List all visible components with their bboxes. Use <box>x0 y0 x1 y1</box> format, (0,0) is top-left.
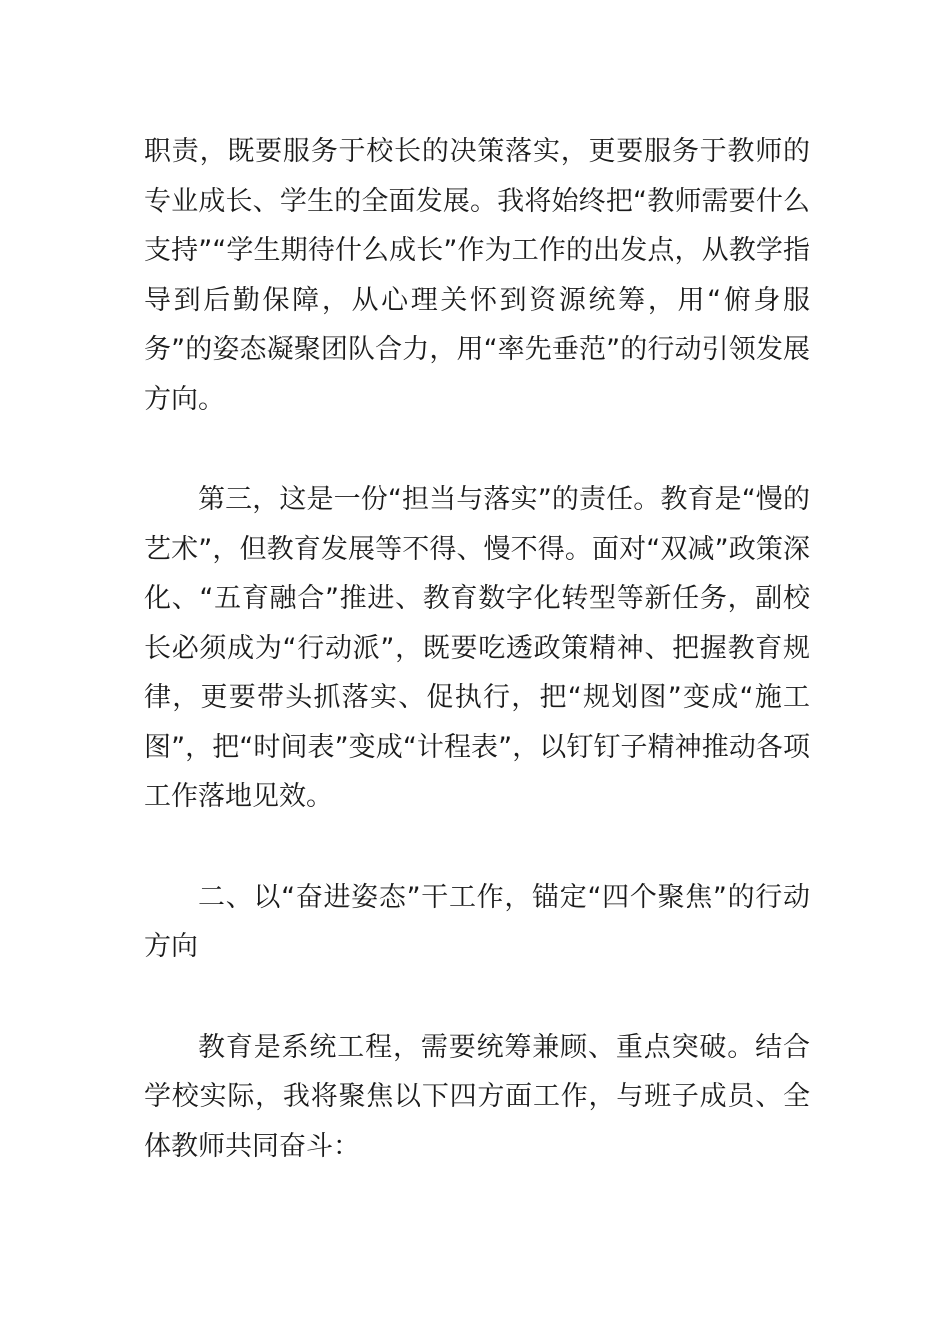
paragraph-third-responsibility: 第三，这是一份“担当与落实”的责任。教育是“慢的艺术”，但教育发展等不得、慢不得。面对“双减”政策深化、“五育融合”推进、教育数字化转型等新任务，副校长必须成为“行动派”，既要吃透政策精神、把握教育规律，更要带头抓落实、促执行，把“规划图”变成“施工图”，把“时间表”变成“计程表”，以钉钉子精神推动各项工作落地见效。 <box>144 484 810 812</box>
section-heading: 二、以“奋进姿态”干工作，锚定“四个聚焦”的行动方向 <box>144 881 810 962</box>
paragraph-intro: 教育是系统工程，需要统筹兼顾、重点突破。结合学校实际，我将聚焦以下四方面工作，与班子成员、全体教师共同奋斗： <box>144 1031 810 1162</box>
document-body <box>144 127 810 1171</box>
paragraph-continuation: 职责，既要服务于校长的决策落实，更要服务于教师的专业成长、学生的全面发展。我将始终把“教师需要什么支持”“学生期待什么成长”作为工作的出发点，从教学指导到后勤保障，从心理关怀到资源统筹，用“俯身服务”的姿态凝聚团队合力，用“率先垂范”的行动引领发展方向。 <box>144 136 810 415</box>
